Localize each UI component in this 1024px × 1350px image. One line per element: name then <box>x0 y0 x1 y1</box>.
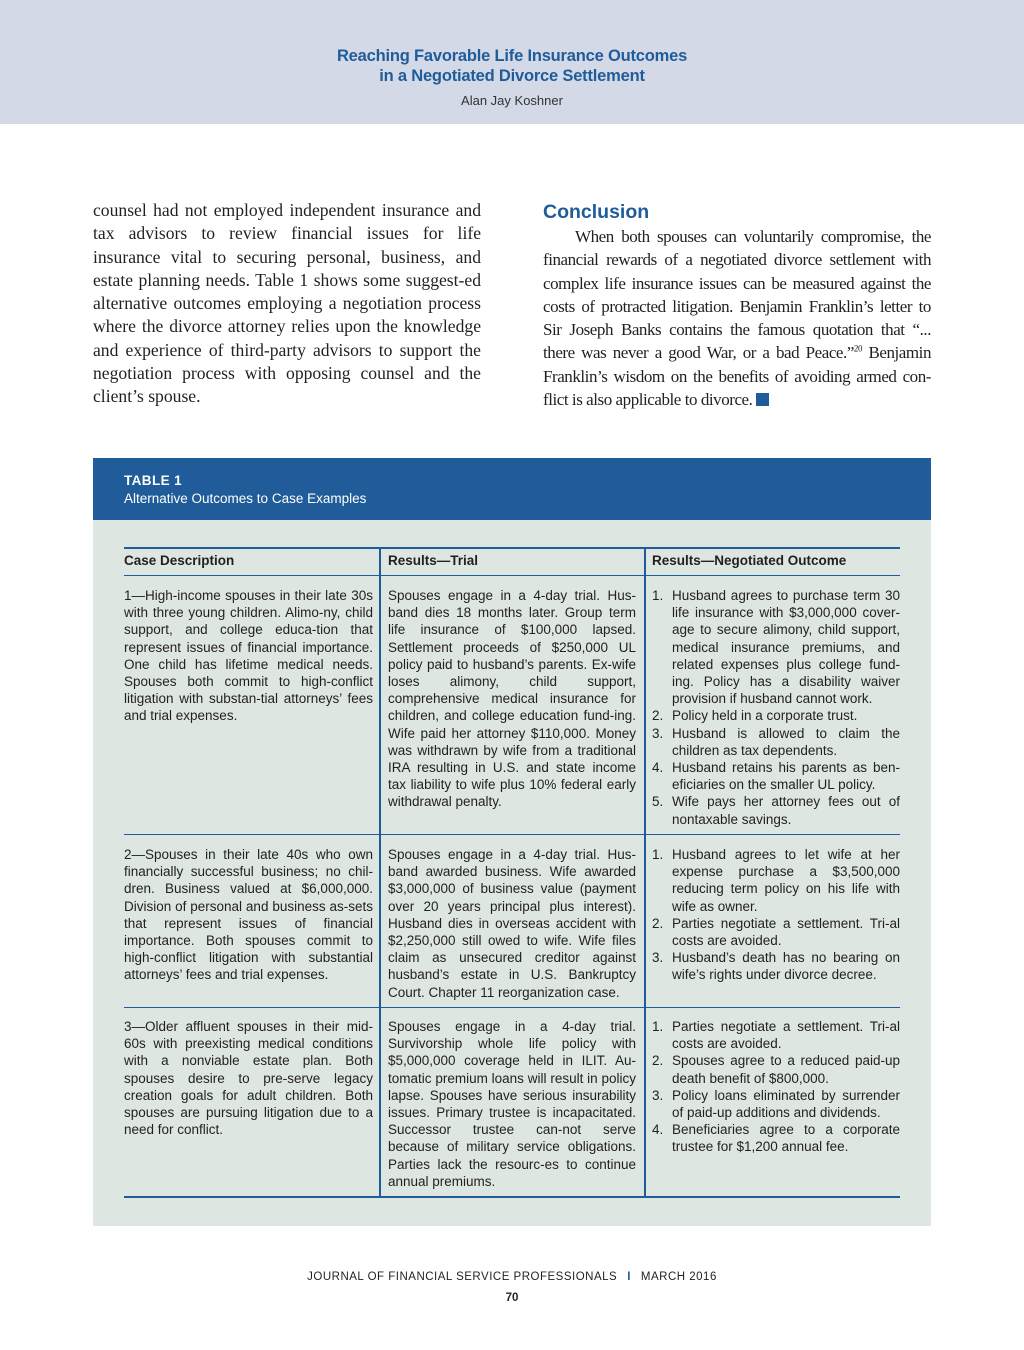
footnote-marker: 20 <box>853 343 863 354</box>
list-item <box>652 1087 900 1121</box>
conclusion-paragraph <box>543 225 931 411</box>
list-item-text: Policy held in a corporate trust. <box>672 708 858 724</box>
page-number: 70 <box>505 1292 519 1304</box>
table-cell-case-description: 3—Older affluent spouses in their mid-60s with preexisting medical conditions with a nonviable estate plan. Both spouses desire to pre-serve legacy creation goals for adult children. Both spouses are pursuing litigation due to a need for conflict. <box>124 1019 373 1138</box>
list-item-number: 2. <box>652 915 664 931</box>
outcome-list <box>652 587 900 828</box>
list-item-number: 3. <box>652 950 664 966</box>
table-cell-negotiated-outcome <box>652 587 900 828</box>
table-header-rule <box>124 575 900 576</box>
conclusion-text-part1: When both spouses can voluntarily compromise, the financial rewards of a negotiated divorce settlement with complex life insurance issues can be measured against the costs of protracted litigation. Benjamin Franklin’s letter to Sir Joseph Banks contains the famous quotation that “... there was never a good War, or a bad Peace.” <box>543 227 931 363</box>
journal-footer <box>0 1271 1024 1283</box>
outcome-list <box>652 1018 900 1156</box>
table-bottom-rule <box>124 1196 900 1198</box>
conclusion-text-part2: Benjamin Franklin’s wisdom on the benefits of avoiding armed con-flict is also applicable to divorce. <box>543 343 931 410</box>
table-cell-trial-result: Spouses engage in a 4-day trial. Hus-band awarded business. Wife awarded $3,000,000 of business value (payment over 20 years principal plus interest). Husband dies in overseas accident with $2,250,000 still owed to wife. Wife files claim as unsecured creditor against husband’s estate in U.S. Bankruptcy Court. Chapter 11 reorganization case. <box>388 847 636 1000</box>
outcome-list <box>652 846 900 984</box>
table-cell-negotiated-outcome <box>652 846 900 984</box>
table-row-divider <box>124 834 900 835</box>
list-item-text: Husband agrees to purchase term 30 life insurance with $3,000,000 cover-age to secure alimony, child support, medical insurance premiums, and related expenses plus college fund-ing. Policy has a disability waiver provision if husband cannot work. <box>672 588 900 707</box>
list-item-text: Policy loans eliminated by surrender of paid-up additions and dividends. <box>672 1087 900 1121</box>
list-item <box>652 793 900 827</box>
list-item <box>652 587 900 707</box>
list-item-text: Parties negotiate a settlement. Tri-al costs are avoided. <box>672 1019 900 1052</box>
column-header-case-description: Case Description <box>124 553 235 568</box>
list-item-number: 5. <box>652 794 664 810</box>
list-item <box>652 949 900 983</box>
end-of-article-icon <box>756 393 769 406</box>
list-item <box>652 915 900 949</box>
list-item <box>652 1018 900 1052</box>
table-column-divider <box>644 547 646 1198</box>
list-item-text: Wife pays her attorney fees out of nontaxable savings. <box>672 794 900 827</box>
column-header-results-trial: Results—Trial <box>388 553 479 568</box>
table-cell-case-description: 1—High-income spouses in their late 30s with three young children. Alimo-ny, child support, and college educa-tion that represent issues of financial importance. One child has lifetime medical needs. Spouses both commit to high-conflict litigation with substan-tial attorneys’ fees and trial expenses. <box>124 588 373 724</box>
table-label: TABLE 1 <box>124 473 183 488</box>
article-author: Alan Jay Koshner <box>461 93 563 108</box>
list-item-text: Beneficiaries agree to a corporate trustee for $1,200 annual fee. <box>672 1122 900 1155</box>
list-item <box>652 707 900 724</box>
list-item-number: 2. <box>652 1053 664 1069</box>
list-item-number: 1. <box>652 847 664 862</box>
body-paragraph: counsel had not employed independent insurance and tax advisors to review financial issues for life insurance vital to securing personal, business, and estate planning needs. Table 1 shows some suggest-ed alternative outcomes employing a negotiation process where the divorce attorney relies upon the knowledge and experience of third-party advisors to support the negotiation process with opposing counsel and the client’s spouse. <box>93 200 481 407</box>
table-cell-negotiated-outcome <box>652 1018 900 1156</box>
table-row-divider <box>124 1007 900 1008</box>
table-cell-trial-result: Spouses engage in a 4-day trial. Hus-band dies 18 months later. Group term life insurance of $100,000 lapsed. Settlement proceeds of $250,000 UL policy paid to husband’s parents. Ex-wife loses alimony, child support, comprehensive medical insurance for children, and college education fund-ing. Wife paid her attorney $110,000. Money was withdrawn by wife from a traditional IRA resulting in U.S. and state income tax liability to wife plus 10% federal early withdrawal penalty. <box>388 588 636 810</box>
list-item <box>652 1121 900 1155</box>
list-item-text: Husband’s death has no bearing on wife’s rights under divorce decree. <box>672 950 900 983</box>
table-column-divider <box>379 547 381 1198</box>
list-item-text: Husband agrees to let wife at her expense purchase a $3,500,000 reducing term policy on his life with wife as owner. <box>672 847 900 914</box>
list-item <box>652 846 900 915</box>
article-title-line1: Reaching Favorable Life Insurance Outcomes <box>336 47 688 65</box>
article-title <box>0 46 1024 86</box>
column-header-results-negotiated: Results—Negotiated Outcome <box>652 553 847 568</box>
journal-name: JOURNAL OF FINANCIAL SERVICE PROFESSIONALS <box>307 1271 618 1283</box>
list-item-number: 1. <box>652 1019 664 1034</box>
issue-date: MARCH 2016 <box>640 1271 717 1283</box>
list-item-number: 4. <box>652 760 664 776</box>
footer-separator: I <box>627 1271 631 1283</box>
list-item-text: Husband retains his parents as ben-eficiaries on the smaller UL policy. <box>672 760 900 793</box>
list-item-text: Parties negotiate a settlement. Tri-al costs are avoided. <box>672 915 900 949</box>
list-item-number: 3. <box>652 1087 664 1103</box>
list-item-text: Husband is allowed to claim the children as tax dependents. <box>672 725 900 758</box>
table-top-rule <box>124 547 900 549</box>
list-item-number: 3. <box>652 725 664 741</box>
section-heading: Conclusion <box>543 201 650 223</box>
article-title-line2: in a Negotiated Divorce Settlement <box>379 67 645 85</box>
table-cell-case-description: 2—Spouses in their late 40s who own financially successful business; no chil-dren. Business valued at $6,000,000. Division of personal and business as-sets that represent issues of financial importance. Both spouses commit to high-conflict litigation with substantial attorneys’ fees and trial expenses. <box>124 847 373 983</box>
list-item-text: Spouses agree to a reduced paid-up death benefit of $800,000. <box>672 1053 900 1086</box>
conclusion-section <box>543 199 931 411</box>
list-item-number: 2. <box>652 708 664 724</box>
table-caption: Alternative Outcomes to Case Examples <box>124 491 367 506</box>
table-cell-trial-result: Spouses engage in a 4-day trial. Survivorship whole life policy with $5,000,000 coverage held in ILIT. Au-tomatic premium loans will result in policy lapse. Spouses have serious insurability issues. Primary trustee is incapacitated. Successor trustee can-not serve because of military service obligations. Parties lack the resourc-es to continue annual premiums. <box>388 1019 636 1189</box>
table-header-band <box>93 458 931 520</box>
list-item <box>652 725 900 759</box>
list-item-number: 4. <box>652 1122 664 1138</box>
list-item-number: 1. <box>652 588 664 603</box>
list-item <box>652 759 900 793</box>
list-item <box>652 1052 900 1086</box>
